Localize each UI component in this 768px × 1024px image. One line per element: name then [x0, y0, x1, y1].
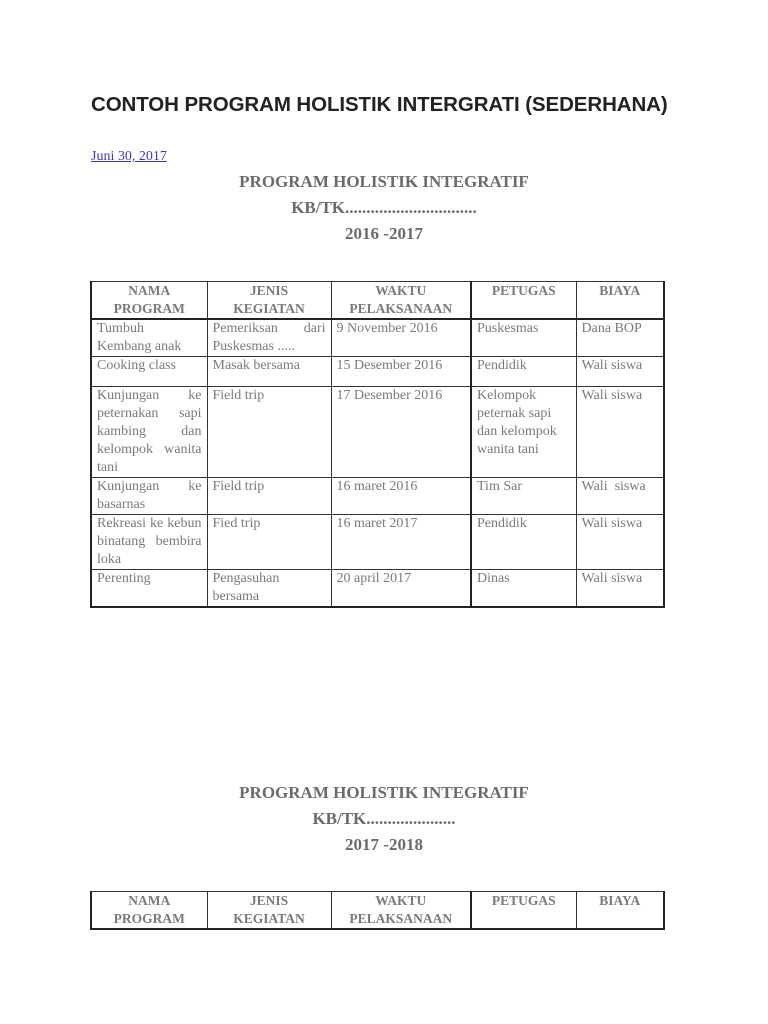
cell-biaya: Wali siswa [576, 387, 664, 478]
cell-nama-program: Tumbuh Kembang anak [91, 319, 207, 357]
heading-title: PROGRAM HOLISTIK INTEGRATIF [239, 172, 529, 191]
cell-nama-program: Cooking class [91, 357, 207, 387]
cell-biaya: Dana BOP [576, 319, 664, 357]
heading-school: KB/TK............................... [291, 198, 477, 217]
cell-jenis-kegiatan: Masak bersama [207, 357, 331, 387]
cell-biaya: Wali siswa [576, 515, 664, 570]
table-row [91, 319, 664, 357]
cell-petugas: Dinas [471, 570, 576, 608]
table-row [91, 387, 664, 478]
article-title: CONTOH PROGRAM HOLISTIK INTERGRATI (SEDERHANA) [91, 93, 668, 116]
heading-year: 2017 -2018 [345, 835, 423, 854]
cell-petugas: Puskesmas [471, 319, 576, 357]
heading-school: KB/TK..................... [312, 809, 456, 828]
program-heading-2017 [0, 780, 768, 858]
heading-year: 2016 -2017 [345, 224, 423, 243]
column-header-biaya: BIAYA [576, 282, 664, 320]
cell-nama-program: Kunjungan ke basarnas [91, 478, 207, 515]
cell-jenis-kegiatan: Field trip [207, 478, 331, 515]
cell-petugas: Pendidik [471, 357, 576, 387]
cell-biaya: Wali siswa [576, 478, 664, 515]
cell-biaya: Wali siswa [576, 570, 664, 608]
column-header-jenis-kegiatan: JENIS KEGIATAN [207, 892, 331, 930]
cell-nama-program: Perenting [91, 570, 207, 608]
program-heading-2016 [0, 169, 768, 247]
column-header-nama-program: NAMA PROGRAM [91, 282, 207, 320]
cell-petugas: Kelompok peternak sapi dan kelompok wanita tani [471, 387, 576, 478]
cell-waktu-pelaksanaan: 17 Desember 2016 [331, 387, 471, 478]
heading-title: PROGRAM HOLISTIK INTEGRATIF [239, 783, 529, 802]
cell-jenis-kegiatan: Field trip [207, 387, 331, 478]
column-header-petugas: PETUGAS [471, 892, 576, 930]
program-table-2017 [90, 891, 665, 930]
table-header-row [91, 282, 664, 320]
column-header-waktu-pelaksanaan: WAKTU PELAKSANAAN [331, 282, 471, 320]
cell-waktu-pelaksanaan: 16 maret 2016 [331, 478, 471, 515]
column-header-biaya: BIAYA [576, 892, 664, 930]
cell-petugas: Pendidik [471, 515, 576, 570]
cell-waktu-pelaksanaan: 15 Desember 2016 [331, 357, 471, 387]
cell-waktu-pelaksanaan: 16 maret 2017 [331, 515, 471, 570]
table-row [91, 570, 664, 608]
table-row [91, 357, 664, 387]
program-table-2016 [90, 281, 665, 608]
column-header-waktu-pelaksanaan: WAKTU PELAKSANAAN [331, 892, 471, 930]
cell-nama-program: Kunjungan ke peternakan sapi kambing dan kelompok wanita tani [91, 387, 207, 478]
table-row [91, 478, 664, 515]
cell-nama-program: Rekreasi ke kebun binatang bembira loka [91, 515, 207, 570]
cell-jenis-kegiatan: Fied trip [207, 515, 331, 570]
column-header-petugas: PETUGAS [471, 282, 576, 320]
table-header-row [91, 892, 664, 930]
column-header-jenis-kegiatan: JENIS KEGIATAN [207, 282, 331, 320]
cell-waktu-pelaksanaan: 20 april 2017 [331, 570, 471, 608]
column-header-nama-program: NAMA PROGRAM [91, 892, 207, 930]
cell-petugas: Tim Sar [471, 478, 576, 515]
table-row [91, 515, 664, 570]
cell-biaya: Wali siswa [576, 357, 664, 387]
cell-jenis-kegiatan: Pengasuhan bersama [207, 570, 331, 608]
post-date-link[interactable]: Juni 30, 2017 [91, 149, 167, 164]
cell-waktu-pelaksanaan: 9 November 2016 [331, 319, 471, 357]
cell-jenis-kegiatan: Pemeriksan dari Puskesmas ..... [207, 319, 331, 357]
